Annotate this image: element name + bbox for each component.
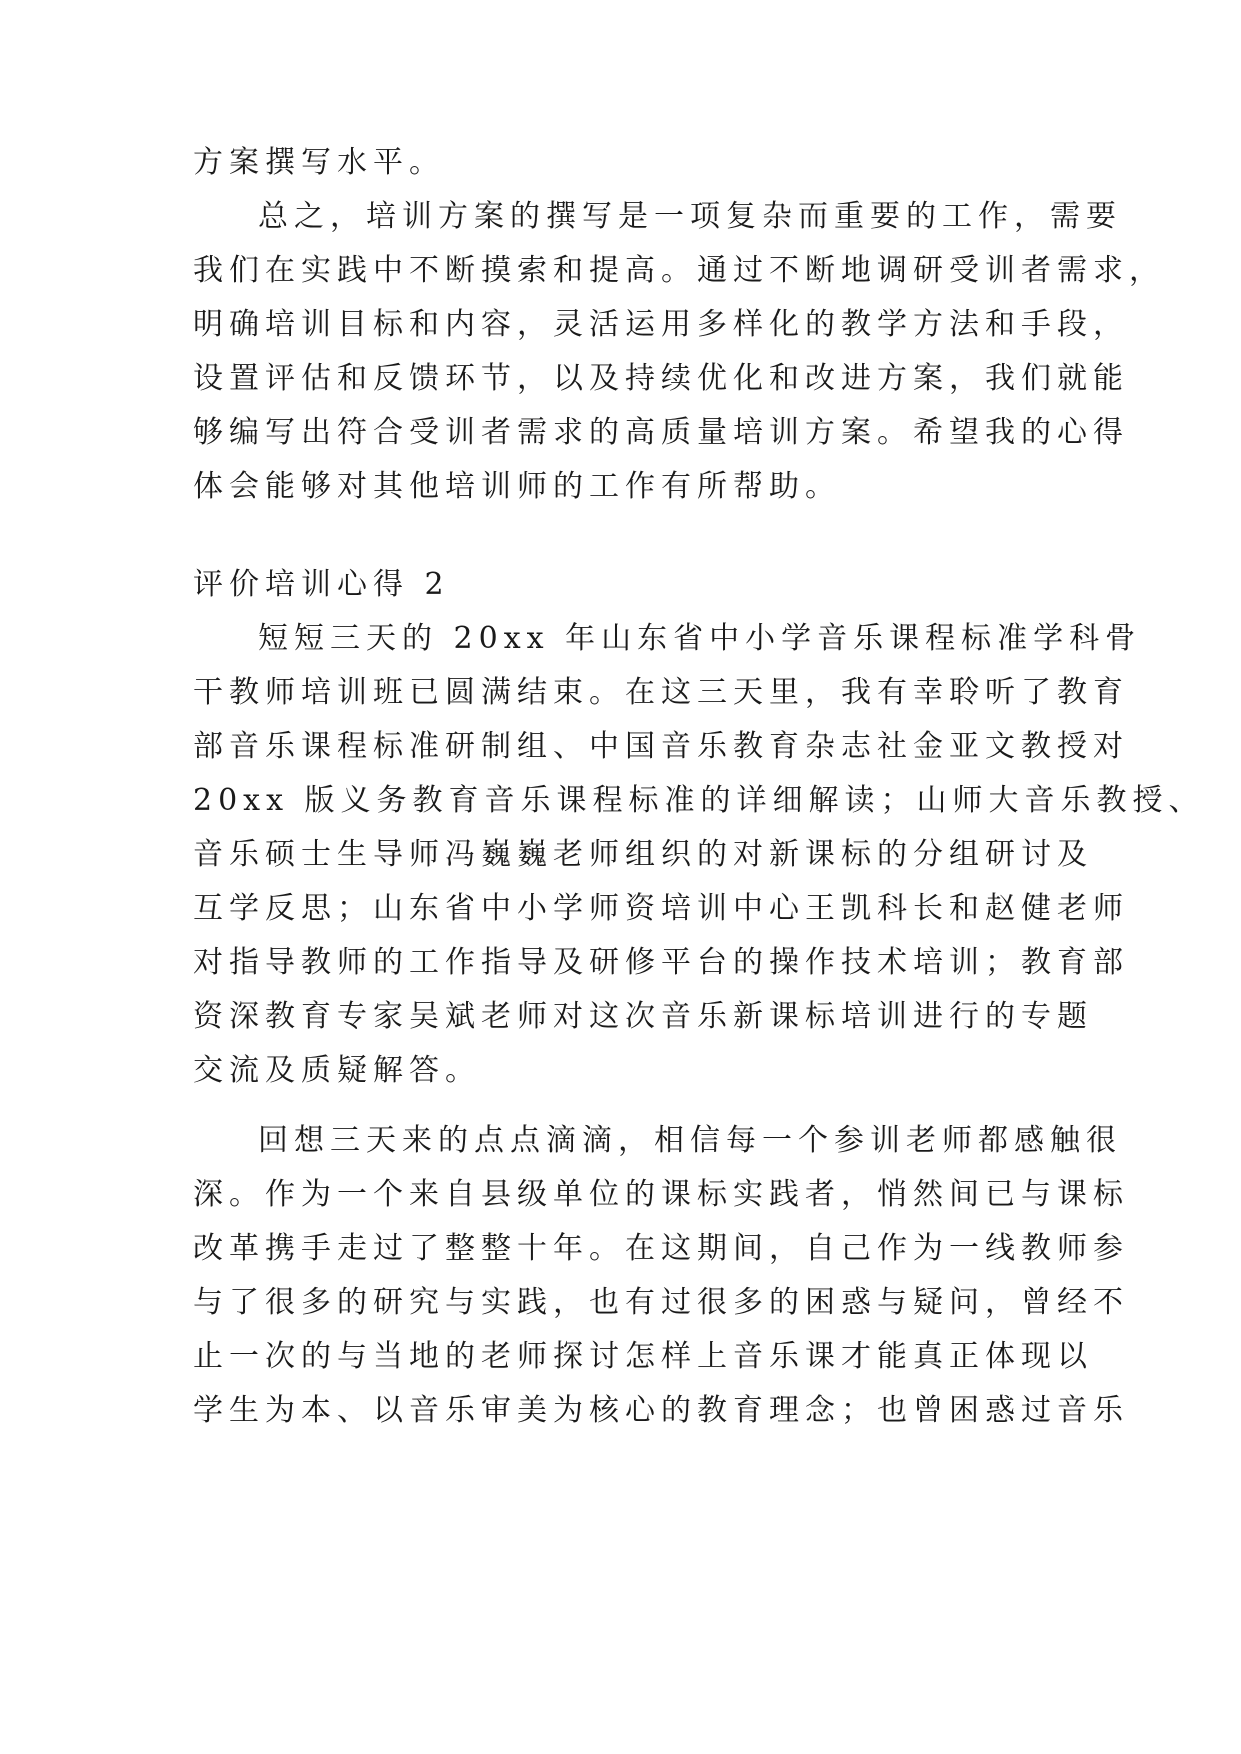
- paragraph-4-line: 学生为本、以音乐审美为核心的教育理念；也曾困惑过音乐: [193, 1393, 1129, 1428]
- paragraph-3-line: 互学反思；山东省中小学师资培训中心王凯科长和赵健老师: [193, 891, 1129, 926]
- paragraph-2-line: 我们在实践中不断摸索和提高。通过不断地调研受训者需求，: [193, 253, 1165, 288]
- section-heading: 评价培训心得 2: [193, 567, 450, 602]
- paragraph-3-line: 资深教育专家吴斌老师对这次音乐新课标培训进行的专题: [193, 999, 1093, 1034]
- paragraph-3-line: 交流及质疑解答。: [193, 1053, 481, 1088]
- paragraph-2-line: 明确培训目标和内容，灵活运用多样化的教学方法和手段，: [193, 307, 1129, 342]
- paragraph-3-line: 部音乐课程标准研制组、中国音乐教育杂志社金亚文教授对: [193, 729, 1129, 764]
- paragraph-3-line: 音乐硕士生导师冯巍巍老师组织的对新课标的分组研讨及: [193, 837, 1093, 872]
- paragraph-2-line: 设置评估和反馈环节，以及持续优化和改进方案，我们就能: [193, 361, 1129, 396]
- paragraph-2-line: 总之，培训方案的撰写是一项复杂而重要的工作，需要: [258, 199, 1122, 234]
- paragraph-4-line: 改革携手走过了整整十年。在这期间，自己作为一线教师参: [193, 1231, 1129, 1266]
- paragraph-3-line: 干教师培训班已圆满结束。在这三天里，我有幸聆听了教育: [193, 675, 1129, 710]
- paragraph-4-line: 深。作为一个来自县级单位的课标实践者，悄然间已与课标: [193, 1177, 1129, 1212]
- paragraph-3-line: 对指导教师的工作指导及研修平台的操作技术培训；教育部: [193, 945, 1129, 980]
- paragraph-2-line: 体会能够对其他培训师的工作有所帮助。: [193, 469, 841, 504]
- paragraph-4-line: 回想三天来的点点滴滴，相信每一个参训老师都感触很: [258, 1123, 1122, 1158]
- paragraph-1-line: 方案撰写水平。: [193, 145, 445, 180]
- paragraph-2-line: 够编写出符合受训者需求的高质量培训方案。希望我的心得: [193, 415, 1129, 450]
- paragraph-3-line: 短短三天的 20xx 年山东省中小学音乐课程标准学科骨: [258, 621, 1142, 656]
- paragraph-4-line: 止一次的与当地的老师探讨怎样上音乐课才能真正体现以: [193, 1339, 1093, 1374]
- paragraph-4-line: 与了很多的研究与实践，也有过很多的困惑与疑问，曾经不: [193, 1285, 1129, 1320]
- paragraph-3-line: 20xx 版义务教育音乐课程标准的详细解读；山师大音乐教授、: [193, 783, 1205, 818]
